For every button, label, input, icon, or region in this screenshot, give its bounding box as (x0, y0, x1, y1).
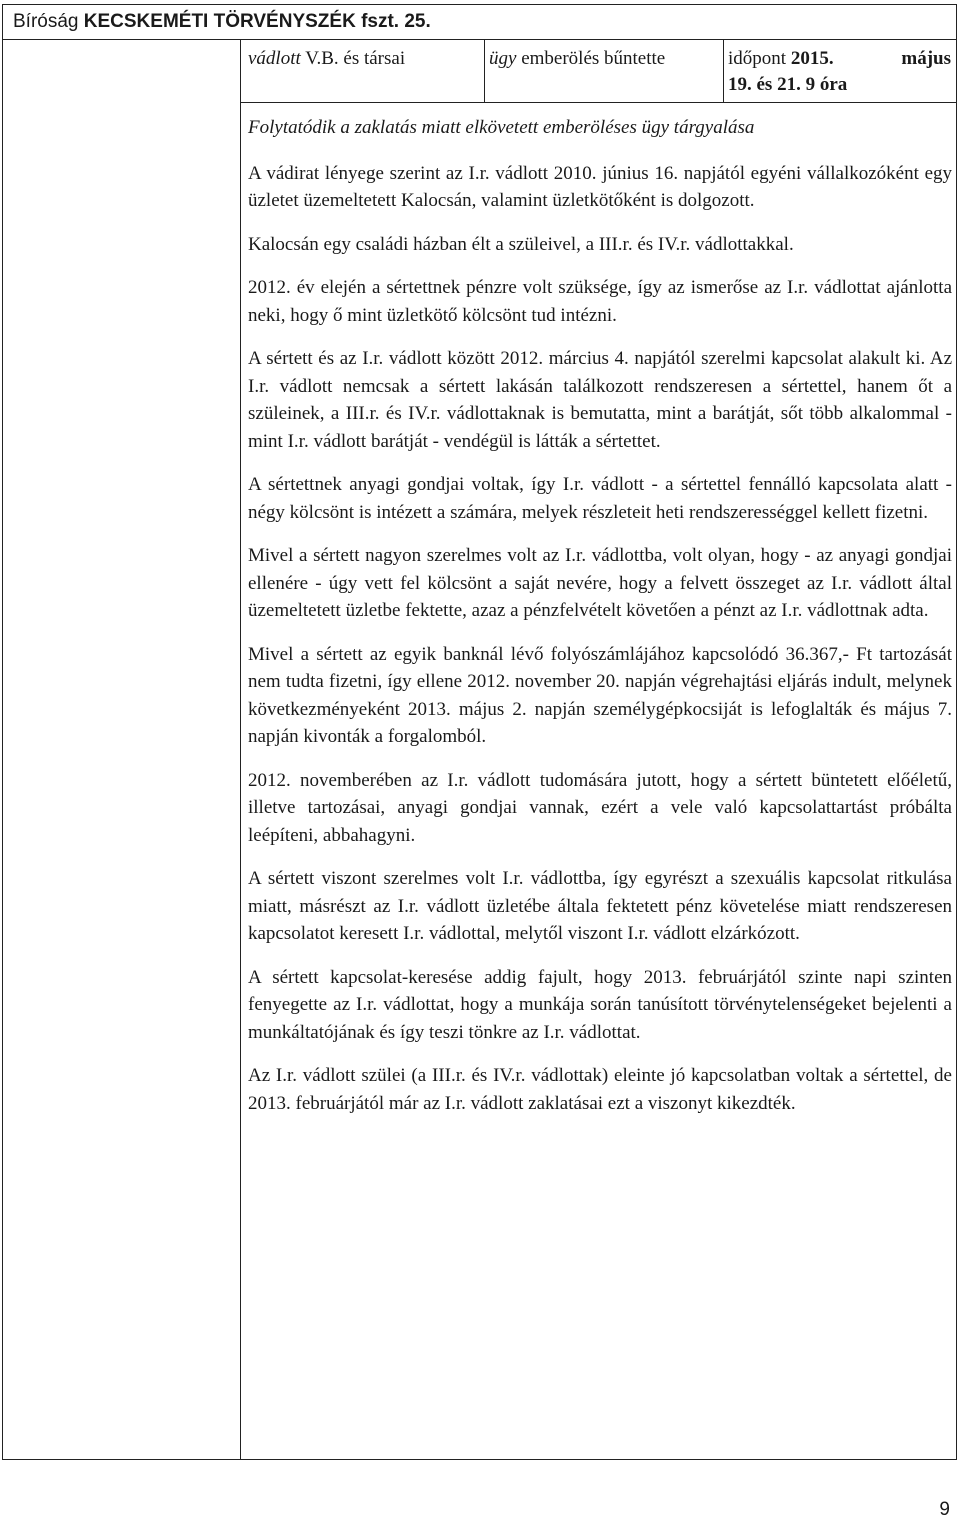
paragraph: 2012. novemberében az I.r. vádlott tudomására jutott, hogy a sértett büntetett előéletű, illetve tartozásai, anyagi gondjai vannak, ezért a vele való kapcsolattartást próbálta leépíteni, abbahagyni. (248, 769, 952, 846)
defendant-value: V.B. és társai (305, 48, 406, 69)
court-label: Bíróság (13, 11, 79, 32)
case-meta-row (240, 40, 957, 103)
page-number: 9 (939, 1499, 950, 1520)
paragraph: 2012. év elején a sértettnek pénzre volt szüksége, így az ismerőse az I.r. vádlottat ajánlotta neki, hogy ő mint üzletkötő kölcsönt tud intézni. (248, 277, 952, 326)
court-name: KECSKEMÉTI TÖRVÉNYSZÉK fszt. 25. (83, 11, 431, 32)
case-label: ügy (489, 48, 517, 69)
paragraph: Az I.r. vádlott szülei (a III.r. és IV.r. vádlottak) eleinte jó kapcsolatban voltak a sértettel, de 2013. februárjától már az I.r. vádlott zaklatásai ezt a viszonyt kikezdték. (248, 1065, 952, 1114)
paragraph: Mivel a sértett nagyon szerelmes volt az I.r. vádlottba, volt olyan, hogy - az anyagi gondjai ellenére - úgy vett fel kölcsönt a saját nevére, hogy a felvett összeget az I.r. vádlott által üzemeltetett üzletbe fektette, azaz a pénzfelvételt követően a pénzt az I.r. vádlottnak adta. (248, 545, 952, 621)
document-body (248, 114, 952, 1117)
case-type-cell (484, 40, 722, 103)
left-column-divider (240, 40, 241, 1460)
paragraph: A sértettnek anyagi gondjai voltak, így I.r. vádlott - a sértettel fennálló kapcsolata alatt - négy kölcsönt is intézett a számára, melyek részleteit heti rendszerességgel kellett fizetni. (248, 474, 952, 523)
document-title: Folytatódik a zaklatás miatt elkövetett emberöléses ügy tárgyalása (248, 117, 755, 138)
defendant-cell (248, 40, 476, 103)
case-value: emberölés bűntette (521, 48, 666, 69)
court-header (2, 4, 957, 40)
time-year: 2015. (790, 48, 834, 69)
time-month: május (901, 48, 951, 69)
paragraph: Mivel a sértett az egyik banknál lévő folyószámlájához kapcsolódó 36.367,- Ft tartozását nem tudta fizetni, így ellene 2012. november 20. napján végrehajtási eljárás indult, melynek következményeként 2013. május 2. napján személygépkocsiját is lefoglalták és május 7. napján kivonták a forgalomból. (248, 643, 952, 747)
paragraph: A sértett kapcsolat-keresése addig fajult, hogy 2013. februárjától szinte napi szinten fenyegette az I.r. vádlottat, hogy a munkája során tanúsított törvénytelenségeket bejelenti a munkáltatójának és így teszi tönkre az I.r. vádlottat. (248, 966, 952, 1043)
time-label: időpont (728, 48, 787, 69)
paragraph: A sértett viszont szerelmes volt I.r. vádlottba, így egyrészt a szexuális kapcsolat ritkulása miatt, másrészt az I.r. vádlott üzletébe általa fektetett pénz követelése miatt rendszeresen kapcsolatot keresett I.r. vádlottal, melytől viszont I.r. vádlott elzárkózott. (248, 868, 952, 944)
paragraph: Kalocsán egy családi házban élt a szüleivel, a III.r. és IV.r. vádlottakkal. (248, 233, 794, 255)
paragraph: A sértett és az I.r. vádlott között 2012. március 4. napjától szerelmi kapcsolat alakult ki. Az I.r. vádlott nemcsak a sértett lakásán találkozott rendszeresen a sértettel, hanem őt a szüleinek, a III.r. és IV.r. vádlottaknak is bemutatta, mint a barátját, sőt több alkalommal - mint I.r. vádlott barátját - vendégül is látták a sértettet. (248, 348, 952, 452)
defendant-label: vádlott (248, 48, 301, 69)
time-days: 19. és 21. 9 óra (728, 74, 848, 95)
time-cell (723, 40, 957, 103)
paragraph: A vádirat lényege szerint az I.r. vádlott 2010. június 16. napjától egyéni vállalkozóként egy üzletet üzemeltetett Kalocsán, valamint üzletkötőként is dolgozott. (248, 162, 952, 211)
